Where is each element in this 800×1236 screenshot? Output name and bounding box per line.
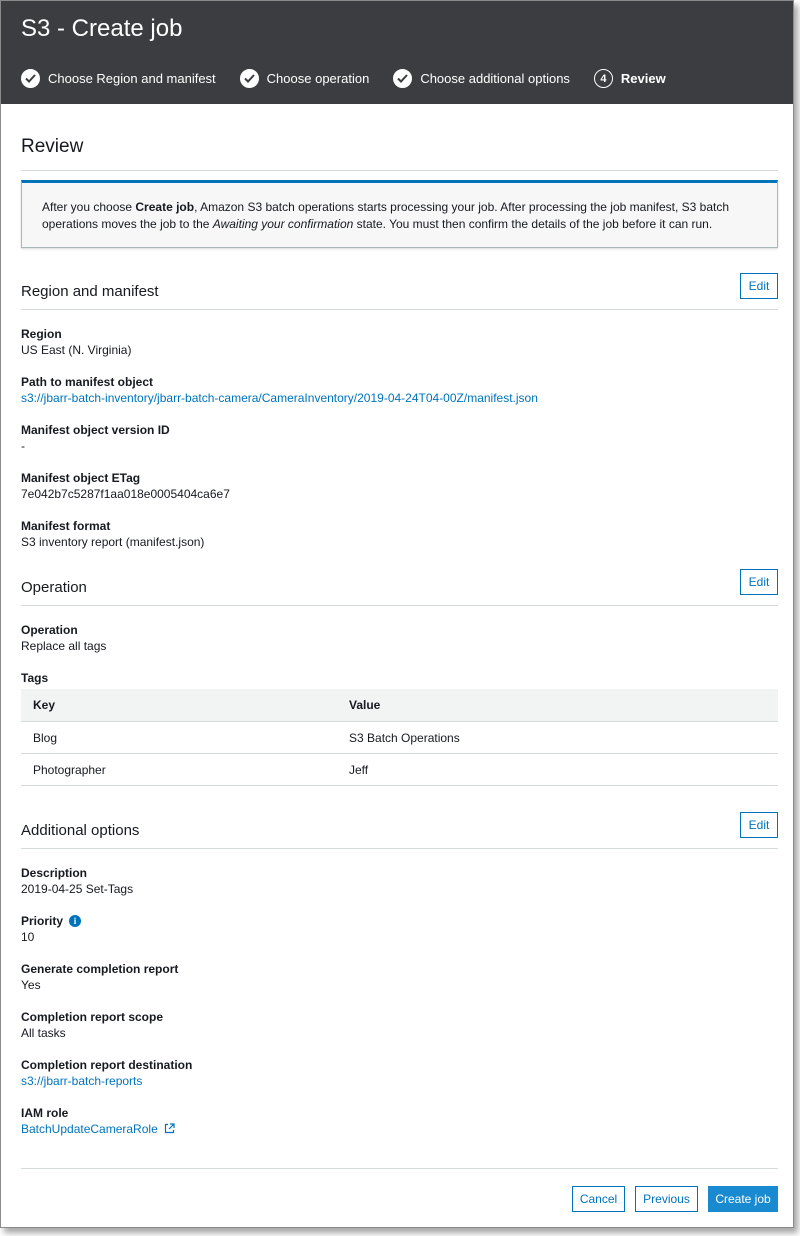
field-value: 7e042b7c5287f1aa018e0005404ca6e7 — [21, 487, 230, 501]
step-region-manifest[interactable] — [21, 69, 216, 88]
field-label: Priority — [21, 914, 64, 928]
footer — [21, 1168, 778, 1206]
header-bar — [1, 1, 793, 104]
field-label: Completion report destination — [21, 1058, 193, 1072]
info-alert — [21, 180, 778, 248]
step-label: Choose additional options — [420, 71, 570, 86]
tag-key: Photographer — [21, 754, 337, 786]
field-value: - — [21, 439, 25, 453]
field-value: Yes — [21, 978, 41, 992]
field-manifest-version — [21, 423, 778, 454]
edit-region-manifest-button[interactable]: Edit — [740, 273, 778, 299]
column-header-key: Key — [21, 689, 337, 722]
step-operation[interactable] — [240, 69, 370, 88]
app-title: S3 - Create job — [21, 15, 183, 42]
field-value: Replace all tags — [21, 639, 107, 653]
field-priority — [21, 914, 778, 945]
footer-buttons — [562, 1186, 778, 1212]
section-title: Operation — [21, 579, 87, 596]
table-row — [21, 754, 778, 786]
field-value: All tasks — [21, 1026, 66, 1040]
info-text: state. You must then confirm the details of the job before it can run. — [353, 217, 713, 231]
field-label: IAM role — [21, 1106, 69, 1120]
report-destination-link[interactable]: s3://jbarr-batch-reports — [21, 1074, 143, 1088]
cancel-button[interactable]: Cancel — [572, 1186, 625, 1212]
field-region — [21, 327, 778, 358]
section-title: Additional options — [21, 822, 140, 839]
tag-value: S3 Batch Operations — [337, 722, 778, 754]
field-report-scope — [21, 1010, 778, 1041]
field-label: Completion report scope — [21, 1010, 164, 1024]
info-text: , Amazon S3 batch operations starts processing your job. After processing the job manifest, S3 batch operations moves the job to the — [42, 200, 730, 231]
field-value: 2019-04-25 Set-Tags — [21, 882, 134, 896]
step-label: Choose Region and manifest — [48, 71, 216, 86]
table-row — [21, 722, 778, 754]
field-label-row — [21, 914, 778, 928]
field-label: Operation — [21, 623, 78, 637]
info-icon[interactable]: i — [69, 915, 81, 927]
step-label: Review — [620, 71, 666, 86]
previous-button[interactable]: Previous — [635, 1186, 698, 1212]
field-label: Manifest object ETag — [21, 471, 141, 485]
field-label: Tags — [21, 671, 49, 685]
check-circle-icon — [240, 69, 259, 88]
info-text-italic: Awaiting your confirmation — [212, 217, 354, 231]
info-text-bold: Create job — [135, 200, 195, 214]
field-tags — [21, 671, 778, 685]
step-review — [594, 69, 666, 88]
page-title: Review — [21, 136, 778, 171]
edit-additional-options-button[interactable]: Edit — [740, 812, 778, 838]
field-operation — [21, 623, 778, 654]
field-label: Manifest format — [21, 519, 111, 533]
iam-role-link[interactable]: BatchUpdateCameraRole — [21, 1122, 158, 1136]
column-header-value: Value — [337, 689, 778, 722]
field-label: Manifest object version ID — [21, 423, 170, 437]
field-value: US East (N. Virginia) — [21, 343, 132, 357]
field-label: Generate completion report — [21, 962, 179, 976]
tag-value: Jeff — [337, 754, 778, 786]
step-label: Choose operation — [266, 71, 370, 86]
create-job-button[interactable]: Create job — [708, 1186, 778, 1212]
section-operation — [21, 569, 778, 606]
field-description — [21, 866, 778, 897]
field-manifest-format — [21, 519, 778, 550]
field-label: Description — [21, 866, 88, 880]
manifest-path-link[interactable]: s3://jbarr-batch-inventory/jbarr-batch-camera/CameraInventory/2019-04-24T04-00Z/manifest.json — [21, 391, 538, 405]
field-generate-report — [21, 962, 778, 993]
table-header-row — [21, 689, 778, 722]
wizard-steps — [21, 69, 690, 88]
field-report-destination — [21, 1058, 778, 1089]
section-region-manifest — [21, 273, 778, 310]
field-manifest-etag — [21, 471, 778, 502]
field-value: S3 inventory report (manifest.json) — [21, 535, 205, 549]
edit-operation-button[interactable]: Edit — [740, 569, 778, 595]
step-additional-options[interactable] — [393, 69, 570, 88]
main-content — [21, 104, 778, 1138]
check-circle-icon — [21, 69, 40, 88]
field-value: 10 — [21, 930, 35, 944]
field-manifest-path — [21, 375, 778, 406]
check-circle-icon — [393, 69, 412, 88]
section-additional-options — [21, 812, 778, 849]
iam-role-row — [21, 1122, 778, 1138]
tag-key: Blog — [21, 722, 337, 754]
tags-table — [21, 689, 778, 786]
field-label: Path to manifest object — [21, 375, 154, 389]
step-number: 4 — [594, 69, 613, 88]
field-iam-role — [21, 1106, 778, 1138]
section-title: Region and manifest — [21, 283, 159, 300]
info-text: After you choose — [42, 200, 136, 214]
external-link-icon[interactable] — [164, 1123, 175, 1138]
field-label: Region — [21, 327, 62, 341]
